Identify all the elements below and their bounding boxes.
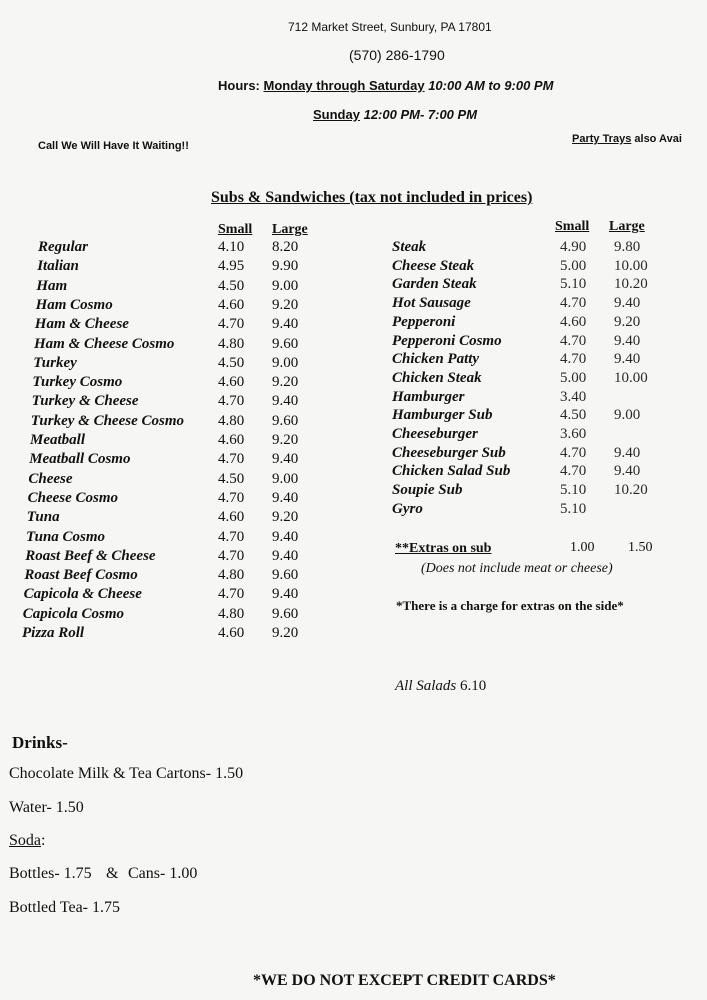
menu-item-row — [392, 239, 692, 258]
menu-item-name: Ham & Cheese Cosmo — [34, 335, 175, 352]
menu-item-large-price: 9.40 — [614, 332, 641, 349]
menu-item-name: Cheese — [28, 470, 73, 487]
menu-item-row — [22, 297, 322, 316]
menu-item-large-price: 9.20 — [272, 374, 299, 391]
menu-item-small-price: 4.60 — [218, 432, 245, 448]
drink-chocolate-milk: Chocolate Milk & Tea Cartons- 1.50 — [9, 765, 244, 782]
menu-item-row — [392, 295, 692, 314]
menu-item-name: Hamburger — [392, 388, 465, 405]
menu-item-large-price: 9.00 — [614, 407, 641, 424]
menu-item-name: Pizza Roll — [22, 625, 85, 641]
menu-item-row — [22, 586, 322, 605]
hours-time: 10:00 AM to 9:00 PM — [428, 78, 554, 93]
menu-item-small-price: 4.50 — [560, 407, 587, 424]
soda-label: Soda — [9, 832, 41, 849]
menu-item-large-price: 10.00 — [614, 369, 648, 386]
drinks-title: Drinks- — [12, 733, 68, 752]
sunday-hours-line — [313, 107, 477, 122]
menu-item-name: Pepperoni — [392, 313, 456, 330]
menu-item-small-price: 4.70 — [560, 444, 587, 461]
menu-item-small-price: 4.70 — [560, 351, 587, 368]
menu-item-row — [22, 606, 322, 625]
menu-item-large-price: 9.40 — [272, 528, 299, 545]
menu-item-small-price: 4.50 — [218, 277, 245, 294]
menu-item-large-price: 9.40 — [614, 351, 641, 368]
menu-item-row — [22, 509, 322, 528]
extras-note: (Does not include meat or cheese) — [421, 561, 613, 576]
menu-item-name: Hot Sausage — [392, 295, 471, 312]
menu-item-small-price: 4.80 — [218, 335, 245, 352]
menu-item-large-price: 9.20 — [272, 296, 299, 313]
menu-item-row — [22, 355, 322, 374]
menu-item-large-price: 9.60 — [272, 567, 299, 584]
extras-label: **Extras on sub — [395, 541, 492, 556]
menu-item-small-price: 4.60 — [218, 509, 245, 526]
menu-item-large-price: 9.40 — [272, 586, 299, 603]
menu-item-row — [392, 258, 692, 277]
menu-item-small-price: 4.70 — [218, 586, 245, 603]
menu-item-row — [22, 393, 322, 412]
menu-item-small-price: 3.40 — [560, 388, 587, 405]
address: 712 Market Street, Sunbury, PA 17801 — [288, 20, 492, 34]
hours-days: Monday through Saturday — [263, 78, 425, 93]
menu-item-small-price: 4.60 — [560, 313, 587, 330]
menu-item-small-price: 5.10 — [560, 500, 587, 517]
menu-item-name: Hamburger Sub — [392, 407, 493, 424]
menu-item-name: Tuna Cosmo — [26, 528, 106, 545]
menu-item-small-price: 5.00 — [560, 369, 587, 386]
menu-item-small-price: 4.70 — [218, 451, 245, 468]
left-large-header: Large — [272, 222, 308, 237]
menu-item-small-price: 4.60 — [218, 625, 245, 641]
menu-item-row — [392, 276, 692, 295]
left-menu-column — [22, 222, 322, 642]
menu-item-name: Soupie Sub — [392, 482, 463, 499]
menu-item-row — [22, 258, 322, 277]
menu-item-row — [392, 501, 692, 520]
menu-item-large-price: 9.40 — [272, 547, 299, 564]
menu-item-large-price: 9.80 — [614, 239, 641, 255]
menu-item-small-price: 4.95 — [218, 258, 245, 275]
menu-item-row — [392, 482, 692, 501]
menu-item-name: Chicken Patty — [392, 351, 480, 368]
menu-item-name: Meatball Cosmo — [29, 451, 131, 468]
soda-cans: Cans- 1.00 — [128, 865, 198, 882]
menu-item-small-price: 4.60 — [218, 374, 245, 391]
menu-item-name: Chicken Salad Sub — [392, 463, 511, 480]
credit-card-notice: *WE DO NOT EXCEPT CREDIT CARDS* — [253, 972, 556, 989]
menu-item-name: Ham & Cheese — [34, 316, 129, 333]
menu-item-name: Pepperoni Cosmo — [392, 332, 502, 349]
menu-item-small-price: 4.60 — [218, 296, 245, 313]
right-menu-column — [392, 219, 692, 529]
menu-item-small-price: 4.80 — [218, 412, 245, 429]
menu-item-small-price: 4.70 — [560, 332, 587, 349]
menu-item-name: Roast Beef & Cheese — [25, 547, 156, 564]
menu-item-name: Turkey & Cheese Cosmo — [30, 412, 184, 429]
menu-item-small-price: 4.70 — [218, 547, 245, 564]
sunday-day: Sunday — [313, 107, 360, 122]
menu-item-row — [22, 278, 322, 297]
menu-item-small-price: 4.70 — [560, 463, 587, 480]
menu-item-row — [22, 567, 322, 586]
extras-side-note: *There is a charge for extras on the side* — [396, 598, 624, 613]
menu-item-small-price: 5.10 — [560, 276, 587, 293]
menu-item-large-price: 9.00 — [272, 277, 299, 294]
menu-item-row — [22, 548, 322, 567]
menu-item-large-price: 9.40 — [272, 489, 299, 506]
menu-item-row — [392, 407, 692, 426]
sunday-time: 12:00 PM- 7:00 PM — [363, 107, 478, 122]
salads-line — [395, 678, 486, 695]
menu-item-large-price: 9.20 — [614, 313, 641, 330]
menu-item-row — [22, 316, 322, 335]
menu-item-name: Italian — [37, 258, 79, 275]
right-large-header: Large — [609, 219, 645, 234]
menu-item-row — [22, 239, 322, 258]
menu-item-large-price: 9.40 — [272, 451, 299, 468]
salads-label: All Salads — [395, 678, 457, 694]
menu-item-large-price: 9.00 — [272, 470, 299, 487]
menu-item-small-price: 4.80 — [218, 605, 245, 622]
menu-item-small-price: 4.70 — [560, 295, 587, 312]
menu-item-row — [392, 389, 692, 408]
menu-item-name: Cheeseburger Sub — [392, 444, 506, 461]
hours-line — [218, 78, 553, 93]
salads-price: 6.10 — [460, 678, 487, 694]
extras-large-price: 1.50 — [628, 540, 653, 555]
menu-item-small-price: 4.70 — [218, 316, 245, 333]
menu-item-name: Garden Steak — [392, 276, 477, 293]
menu-item-large-price: 10.20 — [614, 276, 648, 293]
menu-item-row — [392, 370, 692, 389]
party-trays-note — [572, 133, 682, 145]
menu-item-name: Regular — [38, 239, 89, 255]
menu-item-row — [392, 463, 692, 482]
menu-item-row — [392, 333, 692, 352]
section-title: Subs & Sandwiches (tax not included in prices) — [211, 189, 533, 206]
menu-item-row — [22, 336, 322, 355]
menu-item-large-price: 9.40 — [614, 463, 641, 480]
menu-item-name: Cheeseburger — [392, 426, 478, 442]
menu-item-large-price: 9.40 — [614, 295, 641, 312]
party-trays-label: Party Trays — [572, 133, 632, 145]
menu-item-large-price: 9.00 — [272, 354, 299, 371]
menu-item-name: Cheese Cosmo — [27, 489, 119, 506]
drink-bottled-tea: Bottled Tea- 1.75 — [9, 899, 121, 916]
menu-item-name: Ham — [36, 277, 68, 294]
menu-item-small-price: 4.50 — [218, 470, 245, 487]
menu-item-row — [22, 374, 322, 393]
soda-ampersand: & — [106, 865, 119, 882]
menu-item-large-price: 9.60 — [272, 335, 299, 352]
menu-item-name: Capicola & Cheese — [23, 586, 142, 603]
menu-item-large-price: 9.40 — [614, 444, 641, 461]
menu-item-large-price: 9.40 — [272, 393, 299, 410]
extras-small-price: 1.00 — [570, 540, 595, 555]
menu-item-small-price: 5.00 — [560, 257, 587, 274]
menu-item-small-price: 3.60 — [560, 426, 587, 442]
menu-item-small-price: 4.70 — [218, 489, 245, 506]
menu-item-small-price: 4.70 — [218, 393, 245, 410]
menu-item-large-price: 8.20 — [272, 239, 299, 255]
call-ahead-note: Call We Will Have It Waiting!! — [38, 140, 189, 152]
hours-label: Hours: — [218, 78, 260, 93]
menu-item-name: Ham Cosmo — [35, 296, 113, 313]
left-small-header: Small — [218, 222, 253, 237]
right-small-header: Small — [555, 219, 590, 234]
menu-item-name: Turkey — [33, 354, 77, 371]
menu-item-large-price: 9.20 — [272, 625, 299, 641]
menu-item-large-price: 9.90 — [272, 258, 299, 275]
menu-item-large-price: 10.00 — [614, 257, 648, 274]
menu-item-large-price: 9.60 — [272, 412, 299, 429]
drink-water: Water- 1.50 — [9, 799, 84, 816]
menu-item-name: Turkey Cosmo — [32, 374, 123, 391]
menu-item-name: Roast Beef Cosmo — [24, 567, 138, 584]
menu-item-large-price: 9.60 — [272, 605, 299, 622]
menu-item-row — [22, 432, 322, 451]
soda-bottles: Bottles- 1.75 — [9, 865, 92, 882]
menu-item-row — [22, 529, 322, 548]
menu-item-name: Turkey & Cheese — [31, 393, 139, 410]
menu-item-name: Gyro — [392, 500, 423, 517]
menu-item-row — [22, 451, 322, 470]
menu-item-small-price: 4.10 — [218, 239, 245, 255]
menu-item-name: Tuna — [26, 509, 60, 526]
menu-item-small-price: 5.10 — [560, 482, 587, 499]
menu-item-name: Cheese Steak — [392, 257, 475, 274]
menu-item-name: Capicola Cosmo — [22, 605, 125, 622]
soda-heading — [9, 832, 45, 850]
menu-item-large-price: 9.20 — [272, 432, 299, 448]
menu-item-name: Meatball — [30, 432, 85, 448]
menu-item-large-price: 10.20 — [614, 482, 648, 499]
menu-item-small-price: 4.70 — [218, 528, 245, 545]
menu-item-row — [392, 426, 692, 445]
menu-item-large-price: 9.20 — [272, 509, 299, 526]
soda-colon: : — [41, 832, 46, 849]
menu-item-row — [22, 413, 322, 432]
menu-item-name: Steak — [392, 239, 427, 255]
menu-item-small-price: 4.90 — [560, 239, 587, 255]
menu-item-large-price: 9.40 — [272, 316, 299, 333]
menu-item-row — [392, 314, 692, 333]
party-trays-rest: also Avai — [634, 133, 682, 145]
phone-number: (570) 286-1790 — [349, 47, 445, 63]
menu-item-name: Chicken Steak — [392, 369, 482, 386]
menu-item-small-price: 4.80 — [218, 567, 245, 584]
menu-item-row — [22, 490, 322, 509]
menu-item-row — [22, 625, 322, 644]
menu-item-small-price: 4.50 — [218, 354, 245, 371]
menu-item-row — [392, 351, 692, 370]
menu-item-row — [22, 471, 322, 490]
menu-item-row — [392, 445, 692, 464]
